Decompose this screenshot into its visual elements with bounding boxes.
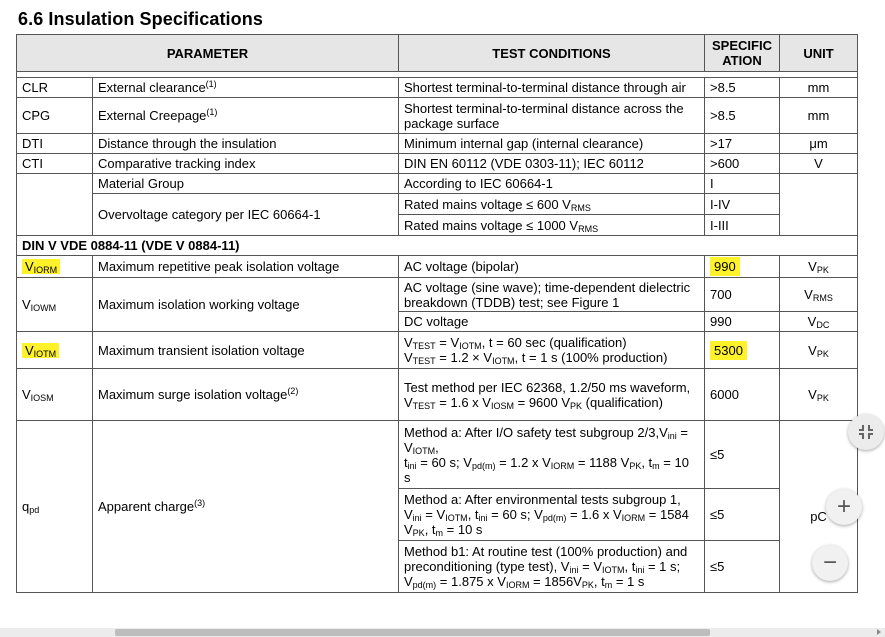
parameter-cell: Apparent charge$^{(3)}$ bbox=[93, 421, 399, 593]
symbol-cell: CLR bbox=[17, 78, 93, 98]
highlight-mark: $V_{IORM}$ bbox=[22, 259, 60, 274]
parameter-cell: External clearance$^{(1)}$ bbox=[93, 78, 399, 98]
parameter-cell: Maximum repetitive peak isolation voltage bbox=[93, 256, 399, 278]
unit-cell: mm bbox=[780, 78, 858, 98]
unit-cell: V bbox=[780, 154, 858, 174]
unit-cell: mm bbox=[780, 98, 858, 134]
spec-cell: 990 bbox=[705, 312, 780, 332]
parameter-cell: Maximum surge isolation voltage$^{(2)}$ bbox=[93, 369, 399, 421]
condition-cell: Shortest terminal-to-terminal distance through air bbox=[399, 78, 705, 98]
unit-cell: $V_{PK}$ bbox=[780, 332, 858, 369]
unit-cell bbox=[780, 174, 858, 236]
spec-cell bbox=[705, 332, 780, 369]
table-row bbox=[17, 174, 858, 194]
condition-cell: AC voltage (sine wave); time-dependent dielectric breakdown (TDDB) test; see Figure 1 bbox=[399, 278, 705, 312]
parameter-cell: Maximum transient isolation voltage bbox=[93, 332, 399, 369]
spec-cell: I-IV bbox=[705, 194, 780, 215]
symbol-cell bbox=[17, 256, 93, 278]
symbol-cell: $V_{IOSM}$ bbox=[17, 369, 93, 421]
insulation-spec-table bbox=[16, 34, 858, 593]
symbol-cell bbox=[17, 332, 93, 369]
condition-cell: Minimum internal gap (internal clearance) bbox=[399, 134, 705, 154]
table-row bbox=[17, 78, 858, 98]
unit-cell: $V_{PK}$ bbox=[780, 256, 858, 278]
spec-cell: >8.5 bbox=[705, 78, 780, 98]
condition-cell: According to IEC 60664-1 bbox=[399, 174, 705, 194]
spec-cell: ≤5 bbox=[705, 421, 780, 489]
condition-cell: Test method per IEC 62368, 1.2/50 ms waveform, $V_{TEST} = 1.6$ x $V_{IOSM} = 9600$ $V_{PK}$ (qualification) bbox=[399, 369, 705, 421]
spec-cell: >17 bbox=[705, 134, 780, 154]
section-row bbox=[17, 236, 858, 256]
spec-cell: ≤5 bbox=[705, 541, 780, 593]
table-row bbox=[17, 256, 858, 278]
symbol-cell: DTI bbox=[17, 134, 93, 154]
section-title: 6.6 Insulation Specifications bbox=[18, 9, 263, 29]
spec-cell: 6000 bbox=[705, 369, 780, 421]
parameter-cell: Maximum isolation working voltage bbox=[93, 278, 399, 332]
header-row bbox=[17, 35, 858, 72]
symbol-cell: CPG bbox=[17, 98, 93, 134]
unit-cell: μm bbox=[780, 134, 858, 154]
symbol-cell: CTI bbox=[17, 154, 93, 174]
unit-cell: $V_{DC}$ bbox=[780, 312, 858, 332]
condition-cell: Rated mains voltage ≤ 1000 $V_{RMS}$ bbox=[399, 215, 705, 236]
parameter-cell: Comparative tracking index bbox=[93, 154, 399, 174]
parameter-cell: External Creepage$^{(1)}$ bbox=[93, 98, 399, 134]
table-row bbox=[17, 154, 858, 174]
scrollbar-thumb[interactable] bbox=[115, 629, 710, 636]
highlight-mark: 990 bbox=[710, 257, 740, 276]
condition-cell: Method a: After environmental tests subgroup 1, $V_{ini} = V_{IOTM}$, $t_{ini} = 60$ s; $V_{pd(m)} = 1.6$ x $V_{IORM} = 1584$ $V_{PK}$, $t_m = 10$ s bbox=[399, 489, 705, 541]
condition-cell: Rated mains voltage ≤ 600 $V_{RMS}$ bbox=[399, 194, 705, 215]
spec-cell: I bbox=[705, 174, 780, 194]
header-unit: UNIT bbox=[780, 35, 858, 72]
table-row bbox=[17, 98, 858, 134]
table-row bbox=[17, 421, 858, 489]
condition-cell: DIN EN 60112 (VDE 0303-11); IEC 60112 bbox=[399, 154, 705, 174]
condition-cell: Method b1: At routine test (100% production) and preconditioning (type test), $V_{ini} = V_{IOTM}$, $t_{ini} = 1$ s; $V_{pd(m)} = 1.875$ x $V_{IORM} = 1856V_{PK}$, $t_m = 1$ s bbox=[399, 541, 705, 593]
condition-cell: DC voltage bbox=[399, 312, 705, 332]
table-row bbox=[17, 369, 858, 421]
parameter-cell: Material Group bbox=[93, 174, 399, 194]
spec-cell: >600 bbox=[705, 154, 780, 174]
spec-cell bbox=[705, 256, 780, 278]
spec-cell: ≤5 bbox=[705, 489, 780, 541]
condition-cell: Shortest terminal-to-terminal distance across the package surface bbox=[399, 98, 705, 134]
scroll-right-icon[interactable] bbox=[877, 629, 881, 635]
highlight-mark: $V_{IOTM}$ bbox=[22, 343, 59, 358]
header-test-conditions: TEST CONDITIONS bbox=[399, 35, 705, 72]
zoom-in-button[interactable]: + bbox=[826, 489, 862, 525]
header-parameter: PARAMETER bbox=[17, 35, 399, 72]
highlight-mark: 5300 bbox=[710, 341, 747, 360]
table-row bbox=[17, 278, 858, 312]
parameter-cell: Distance through the insulation bbox=[93, 134, 399, 154]
fit-page-icon bbox=[858, 424, 874, 440]
table-row bbox=[17, 332, 858, 369]
header-specification: SPECIFIC ATION bbox=[705, 35, 780, 72]
condition-cell: Method a: After I/O safety test subgroup $2/3,V_{ini} = V_{IOTM}$, $t_{ini} = 60$ s; $V_{pd(m)} = 1.2$ x $V_{IORM} = 1188$ $V_{PK}$, $t_m = 10$ s bbox=[399, 421, 705, 489]
unit-cell: pC bbox=[780, 421, 858, 593]
symbol-cell bbox=[17, 174, 93, 236]
horizontal-scrollbar[interactable] bbox=[0, 628, 885, 637]
symbol-cell: $q_{pd}$ bbox=[17, 421, 93, 593]
symbol-cell: $V_{IOWM}$ bbox=[17, 278, 93, 332]
parameter-cell: Overvoltage category per IEC 60664-1 bbox=[93, 194, 399, 236]
table-row bbox=[17, 134, 858, 154]
unit-cell: $V_{PK}$ bbox=[780, 369, 858, 421]
section-heading: DIN V VDE 0884-11 (VDE V 0884-11) bbox=[17, 236, 858, 256]
spec-cell: >8.5 bbox=[705, 98, 780, 134]
condition-cell: $V_{TEST} = V_{IOTM}$, t = 60 sec (qualification) $V_{TEST} = 1.2 \times V_{IOTM}$, t = 1 s (100% production) bbox=[399, 332, 705, 369]
condition-cell: AC voltage (bipolar) bbox=[399, 256, 705, 278]
table-row bbox=[17, 194, 858, 215]
spec-cell: 700 bbox=[705, 278, 780, 312]
unit-cell: $V_{RMS}$ bbox=[780, 278, 858, 312]
spec-cell: I-III bbox=[705, 215, 780, 236]
fit-page-button[interactable] bbox=[848, 414, 884, 450]
zoom-out-button[interactable]: − bbox=[812, 545, 848, 581]
